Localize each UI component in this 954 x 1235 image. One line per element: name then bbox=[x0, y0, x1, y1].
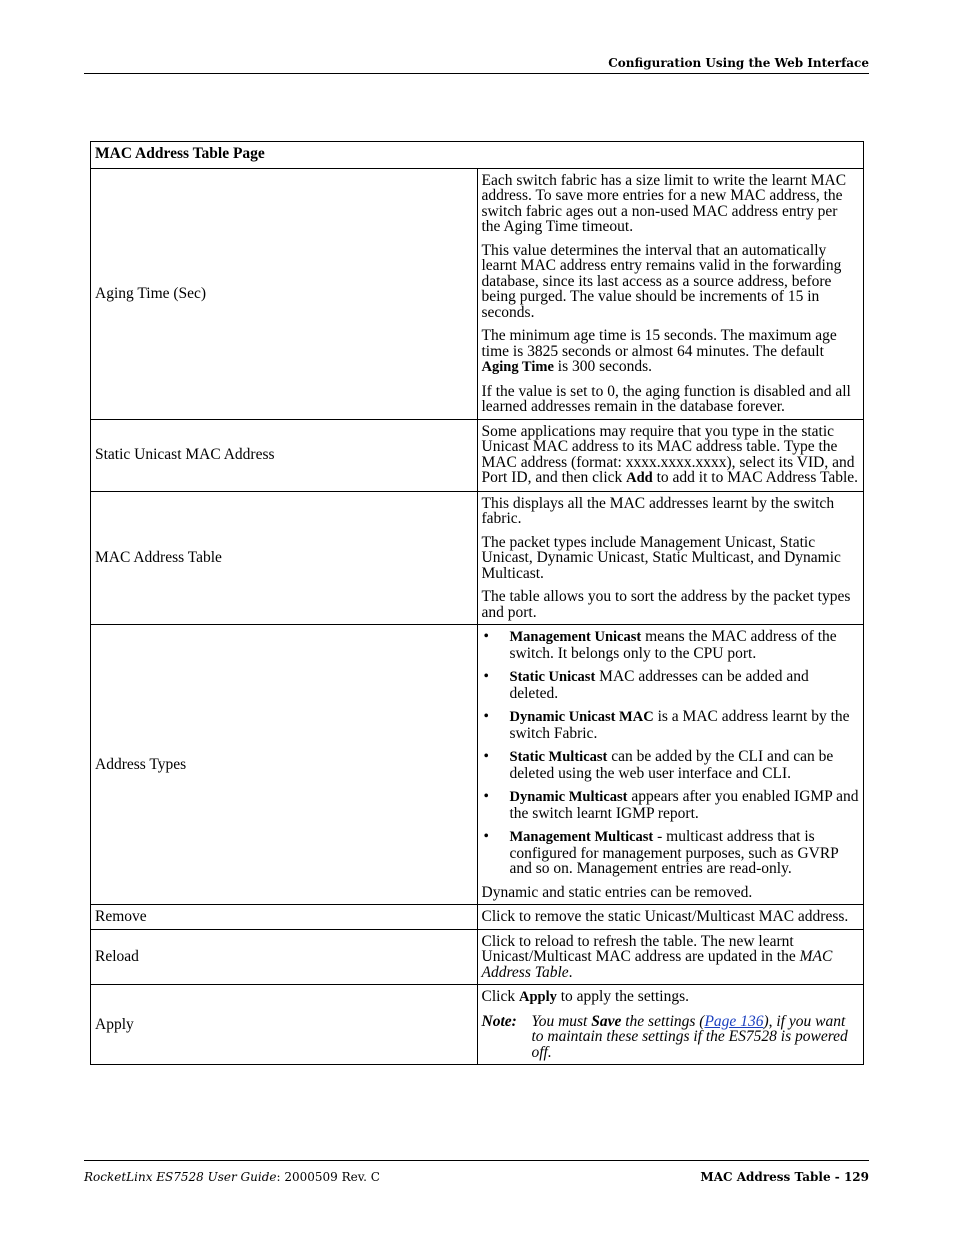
list-item bbox=[482, 749, 860, 781]
table-row-address-types bbox=[91, 625, 864, 905]
row-label-remove: Remove bbox=[91, 905, 478, 930]
list-item-term: Management Multicast bbox=[509, 829, 654, 845]
row-desc-static-unicast bbox=[477, 419, 864, 491]
note-label: Note: bbox=[481, 1012, 517, 1030]
bullet-icon: • bbox=[483, 788, 489, 805]
apply-note bbox=[482, 1014, 860, 1061]
list-item-text: appears after you enabled IGMP and the switch learnt IGMP report. bbox=[509, 788, 859, 822]
table-row-aging-time bbox=[91, 168, 864, 419]
list-item-text: is a MAC address learnt by the switch Fabric. bbox=[509, 708, 850, 742]
list-item bbox=[482, 629, 860, 661]
bullet-icon: • bbox=[483, 668, 489, 685]
table-row-apply bbox=[91, 985, 864, 1065]
row-desc-remove: Click to remove the static Unicast/Multicast MAC address. bbox=[477, 905, 864, 930]
save-term: Save bbox=[591, 1012, 622, 1030]
mactable-para-1: This displays all the MAC addresses learnt by the switch fabric. bbox=[481, 494, 835, 527]
row-label-aging-time: Aging Time (Sec) bbox=[91, 168, 478, 419]
aging-time-term: Aging Time bbox=[481, 359, 554, 375]
aging-para-3-c: is 300 seconds. bbox=[553, 358, 653, 375]
static-para-1 bbox=[482, 424, 860, 487]
reload-text-a: Click to reload to refresh the table. The new learnt Unicast/Multicast MAC address are updated in the bbox=[481, 932, 800, 965]
mac-address-table-page-table bbox=[90, 141, 864, 1065]
reload-text-c: . bbox=[568, 963, 573, 981]
aging-para-4: If the value is set to 0, the aging function is disabled and all learned addresses remain in the database forever. bbox=[481, 382, 851, 415]
row-desc-mac-address-table bbox=[477, 491, 864, 625]
row-label-mac-address-table: MAC Address Table bbox=[91, 491, 478, 625]
list-item-text: MAC addresses can be added and deleted. bbox=[509, 668, 809, 702]
row-label-static-unicast: Static Unicast MAC Address bbox=[91, 419, 478, 491]
list-item bbox=[482, 789, 860, 821]
list-item-term: Static Unicast bbox=[509, 669, 596, 685]
static-para-1-a: Some applications may require that you type in the static Unicast MAC address to its MAC address table. Type the MAC address (format: xxxx.xxxx.xxxx), select its VID, and Port ID, and then click bbox=[481, 422, 855, 486]
list-item bbox=[482, 829, 860, 877]
list-item-text: - multicast address that is configured for management purposes, such as GVRP and so on. Management entries are read-only. bbox=[509, 828, 839, 877]
table-row-mac-address-table bbox=[91, 491, 864, 625]
mac-address-table-ref: MAC Address Table bbox=[481, 948, 833, 981]
table-row-static-unicast bbox=[91, 419, 864, 491]
list-item-text: can be added by the CLI and can be deleted using the web user interface and CLI. bbox=[509, 748, 834, 782]
row-desc-aging-time bbox=[477, 168, 864, 419]
list-item bbox=[482, 669, 860, 701]
note-text-c: the settings ( bbox=[621, 1012, 705, 1030]
footer-doc-info bbox=[84, 1170, 380, 1184]
mactable-para-3: The table allows you to sort the address by the packet types and port. bbox=[481, 588, 851, 621]
add-term: Add bbox=[626, 470, 653, 486]
running-header: Configuration Using the Web Interface bbox=[608, 56, 869, 70]
bullet-icon: • bbox=[483, 628, 489, 645]
apply-para-1-a: Click bbox=[481, 988, 519, 1005]
aging-para-3-a: The minimum age time is 15 seconds. The maximum age time is 3825 seconds or almost 64 minutes. The default bbox=[481, 327, 837, 360]
mactable-para-2: The packet types include Management Unicast, Static Unicast, Dynamic Unicast, Static Multicast, and Dynamic Multicast. bbox=[481, 533, 841, 582]
footer-revision: : 2000509 Rev. C bbox=[276, 1170, 380, 1184]
bullet-icon: • bbox=[483, 748, 489, 765]
footer-rule bbox=[84, 1160, 869, 1161]
apply-para-1-c: to apply the settings. bbox=[556, 988, 690, 1005]
types-after-para: Dynamic and static entries can be removed. bbox=[481, 883, 753, 901]
table-row-remove bbox=[91, 905, 864, 930]
bullet-icon: • bbox=[483, 708, 489, 725]
footer-guide-title: RocketLinx ES7528 User Guide bbox=[84, 1170, 277, 1184]
list-item-term: Dynamic Multicast bbox=[509, 789, 628, 805]
row-label-address-types: Address Types bbox=[91, 625, 478, 905]
list-item-text: means the MAC address of the switch. It belongs only to the CPU port. bbox=[509, 628, 837, 662]
list-item-term: Management Unicast bbox=[509, 629, 642, 645]
table-row-reload bbox=[91, 929, 864, 985]
row-label-reload: Reload bbox=[91, 929, 478, 985]
footer-page-number: MAC Address Table - 129 bbox=[700, 1170, 869, 1184]
row-desc-reload bbox=[477, 929, 864, 985]
aging-para-3 bbox=[482, 328, 860, 376]
list-item-term: Static Multicast bbox=[509, 749, 608, 765]
static-para-1-c: to add it to MAC Address Table. bbox=[652, 469, 859, 486]
table-title: MAC Address Table Page bbox=[91, 142, 864, 169]
note-body bbox=[532, 1014, 860, 1061]
page-136-link[interactable]: Page 136 bbox=[704, 1012, 764, 1030]
list-item bbox=[482, 709, 860, 741]
row-desc-apply bbox=[477, 985, 864, 1065]
bullet-icon: • bbox=[483, 828, 489, 845]
row-desc-address-types bbox=[477, 625, 864, 905]
header-rule bbox=[84, 73, 869, 74]
row-label-apply: Apply bbox=[91, 985, 478, 1065]
apply-para-1 bbox=[482, 989, 860, 1006]
table-title-row bbox=[91, 142, 864, 169]
list-item-term: Dynamic Unicast MAC bbox=[509, 709, 654, 725]
address-types-list bbox=[482, 629, 860, 877]
aging-para-1: Each switch fabric has a size limit to write the learnt MAC address. To save more entries for a new MAC address, the switch fabric ages out a non-used MAC address entry per the Aging Time timeout. bbox=[481, 171, 847, 235]
aging-para-2: This value determines the interval that an automatically learnt MAC address entry remains valid in the forwarding database, since its last access as a source address, before being purged. The value should be increments of 15 in seconds. bbox=[481, 241, 842, 321]
note-text-a: You must bbox=[531, 1012, 592, 1030]
apply-term: Apply bbox=[518, 989, 557, 1005]
note-text-d: ), if you want to maintain these settings if the ES7528 is powered off. bbox=[531, 1012, 848, 1061]
